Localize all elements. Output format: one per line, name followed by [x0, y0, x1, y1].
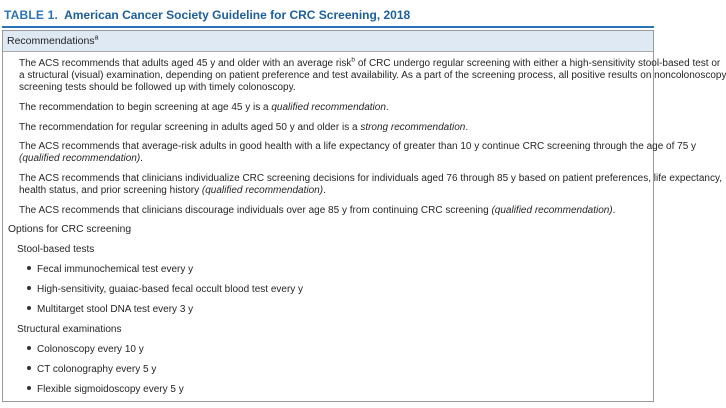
recommendation-6: [19, 205, 615, 217]
table-label: TABLE 1.: [4, 8, 59, 22]
list-item: [27, 304, 193, 316]
recommendation-1-line-1: [19, 58, 720, 70]
caption-rule: [2, 26, 654, 28]
bullet-icon: [27, 286, 31, 290]
recommendation-6-emphasis: (qualified recommendation): [491, 205, 613, 216]
list-item: [27, 344, 144, 356]
list-item: [27, 264, 193, 276]
structural-exam-2: CT colonography every 5 y: [37, 364, 157, 375]
options-header: Options for CRC screening: [8, 224, 132, 235]
recommendation-5-emphasis: (qualified recommendation): [201, 185, 324, 196]
recommendations-header: [3, 31, 653, 52]
recommendation-2-end: .: [385, 102, 389, 113]
stool-tests-header: Stool-based tests: [17, 244, 95, 255]
structural-exam-1: Colonoscopy every 10 y: [37, 344, 144, 355]
list-item: [27, 364, 156, 376]
stool-test-3: Multitarget stool DNA test every 3 y: [37, 304, 194, 315]
recommendation-2: [19, 102, 389, 114]
recommendation-5-line-2: [19, 185, 326, 197]
recommendation-3-end: .: [465, 122, 469, 133]
structural-exam-3: Flexible sigmoidoscopy every 5 y: [37, 384, 184, 395]
recommendation-3-text: The recommendation for regular screening in adults aged 50 y and older is a: [19, 122, 361, 133]
recommendations-footnote-marker: a: [94, 34, 99, 42]
recommendation-5-end: .: [323, 185, 326, 196]
recommendation-4-end: .: [140, 153, 143, 164]
stool-test-2: High-sensitivity, guaiac-based fecal occult blood test every y: [37, 284, 304, 295]
recommendations-header-text: Recommendations: [7, 35, 95, 47]
risk-footnote-marker: b: [351, 56, 356, 64]
recommendation-6-end: .: [612, 205, 616, 216]
stool-test-1: Fecal immunochemical test every y: [37, 264, 194, 275]
bullet-icon: [27, 386, 31, 390]
recommendation-4-line-1: The ACS recommends that average-risk adults in good health with a life expectancy of greater than 10 y continue CRC screening through the age of 75 y: [19, 141, 697, 152]
recommendation-4-emphasis: (qualified recommendation): [19, 153, 141, 164]
structural-exams-header: Structural examinations: [17, 324, 122, 335]
recommendation-1-text-b: of CRC undergo regular screening with either a high-sensitivity stool-based test or: [355, 58, 721, 69]
bullet-icon: [27, 366, 31, 370]
table-caption: [4, 6, 656, 24]
recommendation-1-line-3: screening tests should be followed up with timely colonoscopy.: [19, 82, 296, 93]
recommendation-5-line-1: The ACS recommends that clinicians individualize CRC screening decisions for individuals aged 76 through 85 y based on patient preferences, life expectancy,: [19, 173, 722, 184]
bullet-icon: [27, 346, 31, 350]
recommendation-5-text: health status, and prior screening history: [19, 185, 202, 196]
recommendation-2-emphasis: qualified recommendation: [271, 102, 386, 113]
recommendation-6-text: The ACS recommends that clinicians discourage individuals over age 85 y from continuing CRC screening: [19, 205, 492, 216]
list-item: [27, 284, 303, 296]
recommendation-4-line-2: [19, 153, 143, 165]
recommendation-2-text: The recommendation to begin screening at age 45 y is a: [19, 102, 272, 113]
bullet-icon: [27, 266, 31, 270]
table-body: [2, 30, 726, 402]
recommendation-3: [19, 122, 468, 134]
recommendation-1-line-2: a structural (visual) examination, depending on patient preference and test availability. As a part of the screening process, all positive results on noncolonoscopy: [19, 70, 726, 81]
bullet-icon: [27, 306, 31, 310]
recommendation-1-text-a: The ACS recommends that adults aged 45 y and older with an average risk: [19, 58, 352, 69]
recommendation-3-emphasis: strong recommendation: [360, 122, 466, 133]
list-item: [27, 384, 184, 396]
table-title: American Cancer Society Guideline for CRC Screening, 2018: [64, 8, 411, 22]
